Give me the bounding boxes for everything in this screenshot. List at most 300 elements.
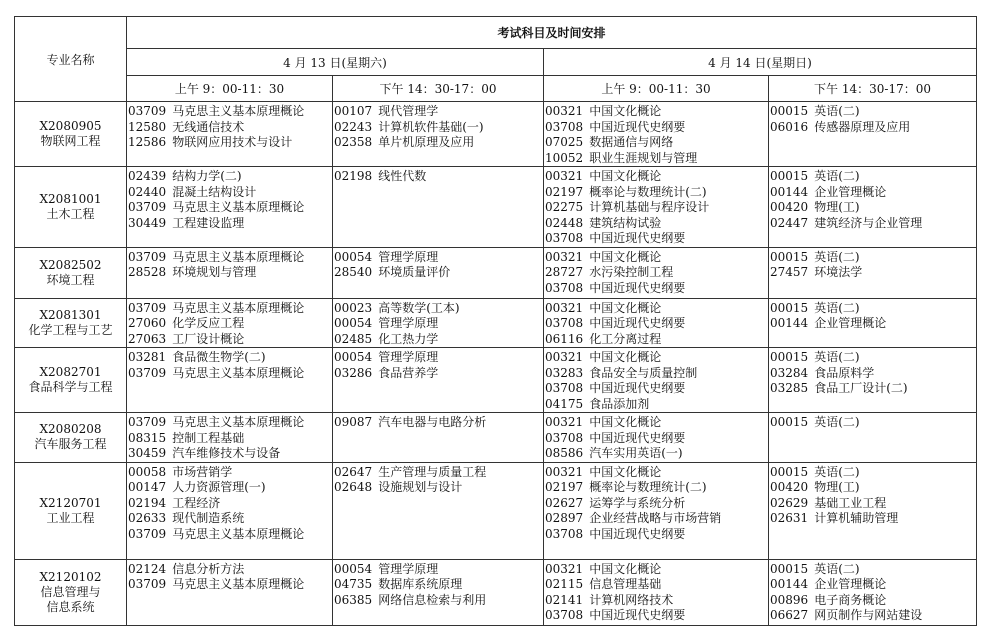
subject-code: 28528 xyxy=(128,265,167,279)
subject-code: 00107 xyxy=(334,104,373,118)
subject-code: 02197 xyxy=(545,480,584,494)
slot-cell xyxy=(769,247,977,298)
subject-item xyxy=(334,562,543,578)
subject-name: 马克思主义基本原理概论 xyxy=(172,365,305,380)
subject-code: 02141 xyxy=(545,592,584,607)
subject-item xyxy=(770,216,976,232)
subject-item xyxy=(545,265,768,281)
slot-cell xyxy=(333,413,544,463)
slot-cell xyxy=(544,462,769,559)
subject-name: 中国近现代史纲要 xyxy=(589,280,686,295)
subject-code: 02243 xyxy=(334,119,373,134)
subject-name: 企业经营战略与市场营销 xyxy=(589,511,722,525)
subject-item xyxy=(545,577,768,593)
subject-item xyxy=(770,496,976,512)
subject-name: 计算机基础与程序设计 xyxy=(589,200,710,214)
slot-cell xyxy=(769,348,977,413)
subject-item xyxy=(545,593,768,609)
subject-item xyxy=(545,397,768,413)
slot-cell xyxy=(544,167,769,248)
subject-name: 概率论与数理统计(二) xyxy=(589,184,707,199)
subject-name: 物联网应用技术与设计 xyxy=(172,135,293,149)
subject-code: 02358 xyxy=(334,135,373,149)
subject-code: 02197 xyxy=(545,184,584,199)
subject-name: 网页制作与网站建设 xyxy=(814,608,923,622)
slot-cell xyxy=(333,298,544,348)
subject-item xyxy=(545,120,768,136)
subject-item xyxy=(545,431,768,447)
subject-item xyxy=(545,301,768,317)
subject-item xyxy=(770,480,976,496)
slot-cell xyxy=(333,348,544,413)
subject-item xyxy=(545,527,768,543)
subject-item xyxy=(128,169,332,185)
major-name: 汽车服务工程 xyxy=(34,437,107,452)
subject-code: 02124 xyxy=(128,561,167,576)
schedule-body xyxy=(15,102,977,626)
subject-item xyxy=(770,381,976,397)
slot-cell xyxy=(544,247,769,298)
subject-name: 企业管理概论 xyxy=(814,184,887,199)
subject-name: 企业管理概论 xyxy=(814,316,887,330)
subject-name: 计算机网络技术 xyxy=(589,592,674,607)
subject-item xyxy=(770,250,976,266)
subject-item xyxy=(545,316,768,332)
subject-name: 英语(二) xyxy=(814,169,860,183)
slot-cell xyxy=(333,462,544,559)
subject-code: 02485 xyxy=(334,331,373,346)
subject-code: 00321 xyxy=(545,300,584,315)
subject-name: 马克思主义基本原理概论 xyxy=(172,300,305,315)
subject-name: 英语(二) xyxy=(814,415,860,429)
subject-name: 概率论与数理统计(二) xyxy=(589,480,707,494)
subject-name: 计算机辅助管理 xyxy=(814,511,899,525)
schedule-title: 考试科目及时间安排 xyxy=(127,17,977,49)
subject-name: 管理学原理 xyxy=(378,249,439,264)
day-header-2: 4 月 14 日(星期日) xyxy=(544,49,977,76)
subject-item xyxy=(334,301,543,317)
subject-name: 信息分析方法 xyxy=(172,561,245,576)
slot-cell xyxy=(769,167,977,248)
subject-item xyxy=(128,496,332,512)
subject-code: 00321 xyxy=(545,561,584,576)
subject-item xyxy=(770,120,976,136)
subject-item xyxy=(545,366,768,382)
subject-item xyxy=(128,265,332,281)
subject-name: 水污染控制工程 xyxy=(589,265,674,279)
table-row xyxy=(15,247,977,298)
subject-code: 00896 xyxy=(770,592,809,607)
subject-name: 建筑结构试验 xyxy=(589,215,662,230)
subject-code: 00420 xyxy=(770,200,809,214)
subject-name: 中国文化概论 xyxy=(589,249,662,264)
subject-code: 00321 xyxy=(545,415,584,429)
slot-cell xyxy=(127,413,333,463)
subject-code: 00058 xyxy=(128,464,167,479)
subject-code: 08586 xyxy=(545,446,584,460)
major-code: X2082701 xyxy=(39,365,102,379)
table-row xyxy=(15,462,977,559)
major-name: 工业工程 xyxy=(46,510,95,525)
subject-name: 化工热力学 xyxy=(378,331,439,346)
subject-code: 06016 xyxy=(770,119,809,134)
subject-code: 00054 xyxy=(334,249,373,264)
subject-item xyxy=(545,608,768,624)
subject-name: 现代制造系统 xyxy=(172,511,245,525)
subject-code: 03708 xyxy=(545,119,584,134)
subject-code: 00054 xyxy=(334,350,373,364)
subject-name: 人力资源管理(一) xyxy=(172,480,266,494)
slot-header-1: 上午 9：00-11：30 xyxy=(127,76,333,102)
subject-code: 06627 xyxy=(770,608,809,622)
subject-item xyxy=(128,350,332,366)
subject-item xyxy=(770,316,976,332)
subject-item xyxy=(334,415,543,431)
subject-item xyxy=(334,332,543,348)
subject-code: 10052 xyxy=(545,150,584,165)
subject-name: 设施规划与设计 xyxy=(378,480,463,494)
subject-item xyxy=(128,366,332,382)
subject-item xyxy=(545,135,768,151)
subject-item xyxy=(770,366,976,382)
subject-code: 00321 xyxy=(545,104,584,118)
subject-code: 02194 xyxy=(128,495,167,510)
major-name: 化学工程与工艺 xyxy=(28,322,113,337)
subject-item xyxy=(545,104,768,120)
subject-name: 中国文化概论 xyxy=(589,350,662,364)
major-cell xyxy=(15,167,127,248)
subject-item xyxy=(770,577,976,593)
subject-name: 管理学原理 xyxy=(378,316,439,330)
subject-code: 02897 xyxy=(545,511,584,525)
subject-name: 英语(二) xyxy=(814,249,860,264)
subject-code: 28727 xyxy=(545,265,584,279)
subject-item xyxy=(770,200,976,216)
subject-name: 数据库系统原理 xyxy=(378,577,463,591)
subject-code: 00015 xyxy=(770,104,809,118)
subject-name: 中国文化概论 xyxy=(589,300,662,315)
subject-name: 物理(工) xyxy=(814,200,860,214)
subject-code: 30459 xyxy=(128,446,167,460)
subject-name: 英语(二) xyxy=(814,300,860,315)
subject-code: 00015 xyxy=(770,350,809,364)
subject-code: 02647 xyxy=(334,464,373,479)
major-code: X2080208 xyxy=(39,422,102,437)
subject-item xyxy=(334,250,543,266)
subject-name: 英语(二) xyxy=(814,104,860,118)
subject-name: 生产管理与质量工程 xyxy=(378,464,487,479)
subject-code: 03281 xyxy=(128,350,167,364)
subject-code: 02275 xyxy=(545,200,584,214)
table-row xyxy=(15,413,977,463)
slot-cell xyxy=(127,102,333,167)
major-cell xyxy=(15,348,127,413)
subject-code: 02633 xyxy=(128,511,167,525)
subject-item xyxy=(128,527,332,543)
subject-item xyxy=(128,480,332,496)
subject-name: 企业管理概论 xyxy=(814,577,887,591)
subject-code: 00144 xyxy=(770,577,809,591)
subject-name: 中国文化概论 xyxy=(589,561,662,576)
subject-name: 汽车电器与电路分析 xyxy=(378,415,487,429)
table-row xyxy=(15,102,977,167)
subject-code: 03708 xyxy=(545,526,584,541)
subject-code: 00147 xyxy=(128,480,167,494)
slot-cell xyxy=(127,559,333,625)
subject-code: 03709 xyxy=(128,577,167,591)
subject-code: 00321 xyxy=(545,350,584,364)
major-code: X2082502 xyxy=(39,257,102,272)
subject-code: 00144 xyxy=(770,184,809,199)
subject-code: 03709 xyxy=(128,365,167,380)
subject-code: 03709 xyxy=(128,200,167,214)
subject-name: 管理学原理 xyxy=(378,350,439,364)
subject-code: 03709 xyxy=(128,300,167,315)
subject-code: 02448 xyxy=(545,215,584,230)
subject-name: 马克思主义基本原理概论 xyxy=(172,577,305,591)
subject-item xyxy=(334,104,543,120)
major-name: 信息管理与 xyxy=(40,584,101,599)
subject-code: 02627 xyxy=(545,495,584,510)
subject-code: 02115 xyxy=(545,577,584,591)
subject-name: 中国文化概论 xyxy=(589,415,662,429)
table-row xyxy=(15,167,977,248)
major-code: X2080905 xyxy=(39,119,102,133)
subject-code: 27060 xyxy=(128,316,167,330)
table-row xyxy=(15,559,977,625)
subject-name: 现代管理学 xyxy=(378,104,439,118)
subject-name: 物理(工) xyxy=(814,480,860,494)
subject-name: 建筑经济与企业管理 xyxy=(814,215,923,230)
subject-item xyxy=(770,185,976,201)
subject-name: 单片机原理及应用 xyxy=(378,135,475,149)
slot-cell xyxy=(769,413,977,463)
subject-item xyxy=(545,185,768,201)
subject-name: 食品安全与质量控制 xyxy=(589,365,698,380)
subject-item xyxy=(545,151,768,167)
major-name: 信息系统 xyxy=(46,599,95,614)
subject-item xyxy=(770,465,976,481)
subject-name: 计算机软件基础(一) xyxy=(378,119,484,134)
subject-code: 00015 xyxy=(770,169,809,183)
subject-name: 控制工程基础 xyxy=(172,430,245,445)
subject-item xyxy=(128,431,332,447)
slot-cell xyxy=(333,247,544,298)
subject-item xyxy=(770,301,976,317)
subject-name: 中国近现代史纲要 xyxy=(589,381,686,395)
subject-name: 环境规划与管理 xyxy=(172,265,257,279)
subject-name: 马克思主义基本原理概论 xyxy=(172,249,305,264)
subject-item xyxy=(334,577,543,593)
subject-item xyxy=(545,231,768,247)
slot-header-2: 下午 14：30-17：00 xyxy=(333,76,544,102)
subject-name: 食品工厂设计(二) xyxy=(814,381,908,395)
subject-name: 混凝土结构设计 xyxy=(172,184,257,199)
slot-cell xyxy=(769,102,977,167)
subject-name: 马克思主义基本原理概论 xyxy=(172,104,305,118)
subject-name: 高等数学(工本) xyxy=(378,300,460,315)
subject-item xyxy=(545,480,768,496)
subject-code: 04735 xyxy=(334,577,373,591)
major-cell xyxy=(15,559,127,625)
subject-item xyxy=(545,216,768,232)
subject-code: 12580 xyxy=(128,119,167,134)
major-cell xyxy=(15,462,127,559)
day-header-1: 4 月 13 日(星期六) xyxy=(127,49,544,76)
subject-item xyxy=(545,465,768,481)
subject-code: 03708 xyxy=(545,430,584,445)
subject-name: 中国近现代史纲要 xyxy=(589,316,686,330)
slot-header-3: 上午 9：00-11：30 xyxy=(544,76,769,102)
subject-item xyxy=(770,350,976,366)
subject-item xyxy=(545,562,768,578)
subject-code: 03708 xyxy=(545,316,584,330)
subject-code: 02648 xyxy=(334,480,373,494)
major-code: X2120701 xyxy=(39,495,102,510)
slot-cell xyxy=(127,348,333,413)
subject-name: 英语(二) xyxy=(814,464,860,479)
subject-code: 09087 xyxy=(334,415,373,429)
major-code: X2081301 xyxy=(39,307,102,322)
subject-code: 03708 xyxy=(545,608,584,622)
subject-code: 00015 xyxy=(770,300,809,315)
subject-code: 02631 xyxy=(770,511,809,525)
subject-name: 汽车维修技术与设备 xyxy=(172,446,281,460)
major-name: 土木工程 xyxy=(46,206,95,221)
subject-code: 03286 xyxy=(334,365,373,380)
subject-name: 中国近现代史纲要 xyxy=(589,526,686,541)
subject-code: 00321 xyxy=(545,464,584,479)
slot-cell xyxy=(127,247,333,298)
subject-name: 食品原料学 xyxy=(814,365,875,380)
subject-name: 汽车实用英语(一) xyxy=(589,446,683,460)
slot-cell xyxy=(333,102,544,167)
subject-name: 数据通信与网络 xyxy=(589,135,674,149)
subject-item xyxy=(128,332,332,348)
subject-name: 食品添加剂 xyxy=(589,396,650,411)
subject-code: 02447 xyxy=(770,215,809,230)
subject-item xyxy=(128,135,332,151)
subject-item xyxy=(128,415,332,431)
subject-code: 00023 xyxy=(334,300,373,315)
subject-item xyxy=(770,415,976,431)
subject-item xyxy=(128,511,332,527)
subject-code: 03708 xyxy=(545,280,584,295)
subject-item xyxy=(128,185,332,201)
subject-item xyxy=(128,104,332,120)
subject-item xyxy=(128,216,332,232)
slot-header-4: 下午 14：30-17：00 xyxy=(769,76,977,102)
slot-cell xyxy=(127,298,333,348)
subject-item xyxy=(128,316,332,332)
subject-name: 马克思主义基本原理概论 xyxy=(172,415,305,429)
subject-item xyxy=(770,608,976,624)
subject-name: 结构力学(二) xyxy=(172,169,242,183)
subject-item xyxy=(334,480,543,496)
subject-code: 03283 xyxy=(545,365,584,380)
subject-code: 08315 xyxy=(128,430,167,445)
subject-item xyxy=(128,577,332,593)
major-cell xyxy=(15,413,127,463)
subject-code: 04175 xyxy=(545,396,584,411)
subject-name: 无线通信技术 xyxy=(172,119,245,134)
subject-code: 00015 xyxy=(770,464,809,479)
subject-item xyxy=(334,120,543,136)
subject-code: 00054 xyxy=(334,561,373,576)
subject-item xyxy=(334,169,543,185)
subject-code: 03284 xyxy=(770,365,809,380)
subject-code: 06385 xyxy=(334,592,373,607)
subject-item xyxy=(545,169,768,185)
major-name: 环境工程 xyxy=(46,272,95,287)
slot-cell xyxy=(333,167,544,248)
subject-item xyxy=(545,350,768,366)
subject-item xyxy=(334,316,543,332)
slot-cell xyxy=(127,462,333,559)
subject-name: 中国近现代史纲要 xyxy=(589,430,686,445)
subject-name: 英语(二) xyxy=(814,350,860,364)
subject-name: 工程经济 xyxy=(172,495,221,510)
subject-code: 02629 xyxy=(770,495,809,510)
subject-item xyxy=(128,446,332,462)
subject-item xyxy=(128,120,332,136)
subject-item xyxy=(334,350,543,366)
major-name: 食品科学与工程 xyxy=(28,380,113,394)
subject-name: 职业生涯规划与管理 xyxy=(589,150,698,165)
subject-code: 02439 xyxy=(128,169,167,183)
subject-item xyxy=(770,265,976,281)
slot-cell xyxy=(769,559,977,625)
subject-code: 00015 xyxy=(770,561,809,576)
major-cell xyxy=(15,247,127,298)
subject-name: 中国文化概论 xyxy=(589,104,662,118)
slot-cell xyxy=(544,298,769,348)
subject-code: 07025 xyxy=(545,135,584,149)
subject-item xyxy=(545,281,768,297)
subject-code: 27063 xyxy=(128,331,167,346)
subject-item xyxy=(128,301,332,317)
table-row xyxy=(15,298,977,348)
subject-name: 网络信息检索与利用 xyxy=(378,592,487,607)
subject-code: 03708 xyxy=(545,231,584,245)
subject-name: 传感器原理及应用 xyxy=(814,119,911,134)
subject-code: 03709 xyxy=(128,249,167,264)
slot-cell xyxy=(544,413,769,463)
subject-item xyxy=(334,465,543,481)
subject-code: 03709 xyxy=(128,104,167,118)
slot-cell xyxy=(769,298,977,348)
subject-code: 27457 xyxy=(770,265,809,279)
subject-item xyxy=(128,562,332,578)
subject-code: 12586 xyxy=(128,135,167,149)
slot-cell xyxy=(544,348,769,413)
subject-item xyxy=(334,366,543,382)
subject-name: 中国近现代史纲要 xyxy=(589,119,686,134)
subject-code: 03709 xyxy=(128,415,167,429)
subject-code: 30449 xyxy=(128,215,167,230)
subject-name: 环境法学 xyxy=(814,265,863,279)
subject-name: 环境质量评价 xyxy=(378,265,451,279)
subject-code: 00015 xyxy=(770,249,809,264)
subject-name: 中国文化概论 xyxy=(589,464,662,479)
subject-name: 管理学原理 xyxy=(378,561,439,576)
subject-code: 02198 xyxy=(334,169,373,183)
subject-item xyxy=(545,332,768,348)
subject-item xyxy=(128,465,332,481)
subject-item xyxy=(334,135,543,151)
subject-item xyxy=(545,511,768,527)
subject-name: 食品微生物学(二) xyxy=(172,350,266,364)
